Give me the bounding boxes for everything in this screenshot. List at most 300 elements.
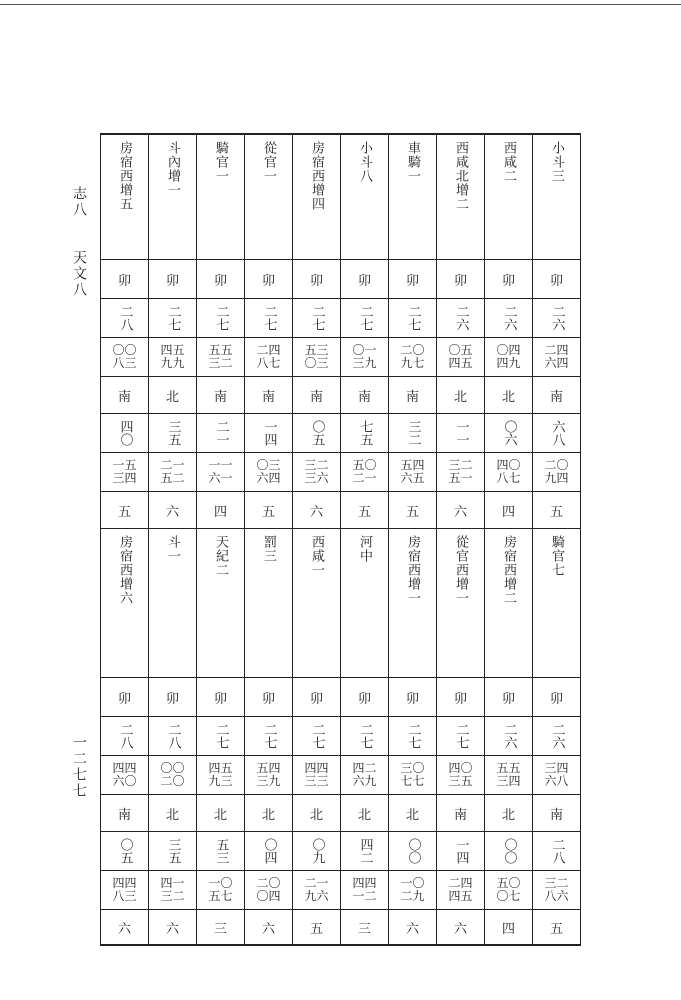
table-cell (341, 871, 389, 910)
value-bottom: 〇七 (496, 889, 521, 903)
table-cell (533, 338, 581, 377)
star-name: 騎官一 (213, 141, 228, 183)
table-cell (293, 756, 341, 795)
table-cell (389, 260, 437, 299)
value-top: 五四 (256, 761, 281, 775)
magnitude-value: 四 (501, 921, 515, 937)
value-bottom: 五一 (448, 471, 473, 485)
table-cell (293, 529, 341, 678)
table-cell (485, 832, 533, 871)
magnitude-value: 三 (357, 921, 371, 937)
value-bottom: 四九 (496, 356, 521, 370)
value-bottom: 六〇 (112, 774, 137, 788)
table-cell (389, 795, 437, 832)
table-cell (437, 756, 485, 795)
table-cell (341, 299, 389, 338)
direction-value: 南 (117, 389, 131, 405)
table-cell (437, 338, 485, 377)
value-pair (101, 453, 148, 491)
table-cell (101, 453, 149, 492)
hour-value: 卯 (501, 273, 515, 289)
table-cell (389, 299, 437, 338)
value-pair (437, 756, 484, 794)
magnitude-value: 六 (165, 921, 179, 937)
value-bottom: 六四 (544, 356, 569, 370)
value-bottom: 九九 (160, 356, 185, 370)
value-pair (149, 338, 196, 376)
table-cell (197, 529, 245, 678)
value-bottom: 八三 (112, 356, 137, 370)
value-top: 一一 (208, 458, 233, 472)
value-top: 二四 (448, 876, 473, 890)
table-cell (245, 910, 293, 946)
table-cell (293, 678, 341, 717)
direction-value: 北 (501, 389, 515, 405)
page-number: 一二七七 (71, 735, 87, 799)
degree-value: 二七 (405, 305, 421, 331)
magnitude-value: 六 (405, 921, 419, 937)
star-name: 斗一 (165, 535, 180, 563)
hour-value: 卯 (549, 691, 563, 707)
hour-value: 卯 (405, 691, 419, 707)
latitude-value: 一四 (453, 838, 469, 864)
direction-value: 南 (357, 389, 371, 405)
degree-value: 二六 (549, 305, 565, 331)
direction-value: 南 (549, 389, 563, 405)
table-cell (293, 717, 341, 756)
table-cell (293, 832, 341, 871)
table-cell (293, 134, 341, 260)
table-cell (437, 492, 485, 529)
magnitude-value: 六 (309, 504, 323, 520)
table-cell (389, 134, 437, 260)
star-name: 西咸一 (309, 535, 324, 577)
value-top: 三四 (544, 761, 569, 775)
table-cell (341, 832, 389, 871)
table-cell (101, 414, 149, 453)
table-cell (533, 260, 581, 299)
latitude-value: 〇五 (117, 838, 133, 864)
direction-value: 北 (165, 807, 179, 823)
value-top: 四四 (304, 761, 329, 775)
hour-value: 卯 (213, 691, 227, 707)
degree-value: 二六 (549, 723, 565, 749)
value-bottom: 九七 (400, 356, 425, 370)
table-cell (389, 377, 437, 414)
table-cell (485, 529, 533, 678)
value-top: 二〇 (256, 876, 281, 890)
value-top: 四二 (352, 761, 377, 775)
table-cell (437, 871, 485, 910)
table-cell (485, 717, 533, 756)
table-row (101, 260, 581, 299)
hour-value: 卯 (453, 273, 467, 289)
value-pair (437, 338, 484, 376)
value-top: 五三 (304, 343, 329, 357)
table-cell (149, 678, 197, 717)
degree-value: 二七 (357, 305, 373, 331)
hour-value: 卯 (165, 691, 179, 707)
table-cell (485, 299, 533, 338)
value-top: 四四 (112, 761, 137, 775)
value-bottom: 六五 (400, 471, 425, 485)
table-cell (197, 910, 245, 946)
table-cell (197, 453, 245, 492)
table-cell (245, 529, 293, 678)
value-bottom: 三九 (352, 356, 377, 370)
table-cell (533, 453, 581, 492)
value-bottom: 八七 (496, 471, 521, 485)
value-top: 一五 (112, 458, 137, 472)
table-cell (389, 910, 437, 946)
value-top: 二四 (544, 343, 569, 357)
latitude-value: 五三 (213, 838, 229, 864)
degree-value: 二七 (357, 723, 373, 749)
table-cell (533, 529, 581, 678)
value-top: 四〇 (496, 458, 521, 472)
table-cell (149, 717, 197, 756)
latitude-value: 四二 (357, 838, 373, 864)
latitude-value: 七五 (357, 420, 373, 446)
direction-value: 南 (117, 807, 131, 823)
table-cell (197, 678, 245, 717)
table-row (101, 529, 581, 678)
table-cell (533, 377, 581, 414)
table-cell (149, 795, 197, 832)
value-top: 三〇 (400, 761, 425, 775)
table-cell (485, 377, 533, 414)
value-bottom: 八六 (544, 889, 569, 903)
direction-value: 南 (261, 389, 275, 405)
latitude-value: 〇九 (309, 838, 325, 864)
table-cell (245, 260, 293, 299)
degree-value: 二六 (501, 305, 517, 331)
direction-value: 南 (309, 389, 323, 405)
value-pair (485, 338, 532, 376)
star-name: 房宿西增一 (405, 535, 420, 605)
value-top: 三二 (304, 458, 329, 472)
table-cell (389, 414, 437, 453)
hour-value: 卯 (549, 273, 563, 289)
table-cell (245, 377, 293, 414)
degree-value: 二六 (453, 305, 469, 331)
degree-value: 二八 (165, 723, 181, 749)
value-bottom: 二一 (352, 471, 377, 485)
degree-value: 二七 (405, 723, 421, 749)
table-cell (197, 338, 245, 377)
value-bottom: 四五 (448, 889, 473, 903)
latitude-value: 四〇 (117, 420, 133, 446)
direction-value: 北 (261, 807, 275, 823)
table-cell (101, 492, 149, 529)
table-cell (437, 414, 485, 453)
star-name: 小斗三 (549, 141, 564, 183)
table-cell (437, 453, 485, 492)
value-bottom: 二九 (400, 889, 425, 903)
value-pair (197, 338, 244, 376)
latitude-value: 二一 (213, 420, 229, 446)
table-row (101, 299, 581, 338)
table-cell (293, 338, 341, 377)
hour-value: 卯 (501, 691, 515, 707)
table-cell (389, 832, 437, 871)
section-label: 天文八 (71, 250, 87, 298)
table-cell (197, 134, 245, 260)
latitude-value: 二八 (549, 838, 565, 864)
table-cell (197, 795, 245, 832)
value-top: 〇〇 (112, 343, 137, 357)
table-cell (245, 678, 293, 717)
value-bottom: 三四 (496, 774, 521, 788)
table-row (101, 492, 581, 529)
magnitude-value: 三 (213, 921, 227, 937)
table-cell (437, 260, 485, 299)
value-top: 三二 (448, 458, 473, 472)
value-top: 五五 (496, 761, 521, 775)
star-name: 西咸北增二 (453, 141, 468, 211)
star-name: 斗內增一 (165, 141, 180, 197)
table-row (101, 832, 581, 871)
table-cell (293, 260, 341, 299)
table-cell (197, 832, 245, 871)
value-bottom: 六九 (352, 774, 377, 788)
value-top: 二〇 (544, 458, 569, 472)
degree-value: 二七 (453, 723, 469, 749)
hour-value: 卯 (213, 273, 227, 289)
table-row (101, 717, 581, 756)
value-bottom: 六四 (256, 471, 281, 485)
table-cell (101, 338, 149, 377)
table-cell (293, 414, 341, 453)
value-pair (485, 453, 532, 491)
star-name: 房宿西增四 (309, 141, 324, 211)
star-name: 西咸二 (501, 141, 516, 183)
value-bottom: 九三 (208, 774, 233, 788)
value-top: 二〇 (400, 343, 425, 357)
table-cell (485, 338, 533, 377)
star-name: 河中 (357, 535, 372, 563)
latitude-value: 〇〇 (501, 838, 517, 864)
table-cell (101, 756, 149, 795)
table-cell (149, 134, 197, 260)
degree-value: 二八 (117, 305, 133, 331)
value-bottom: 四五 (448, 356, 473, 370)
value-pair (533, 871, 580, 909)
value-pair (437, 871, 484, 909)
value-top: 四五 (208, 761, 233, 775)
degree-value: 二八 (117, 723, 133, 749)
value-bottom: 六八 (544, 774, 569, 788)
table-cell (101, 678, 149, 717)
latitude-value: 一四 (261, 420, 277, 446)
value-top: 二一 (160, 458, 185, 472)
table-cell (485, 260, 533, 299)
table-cell (389, 717, 437, 756)
degree-value: 二七 (309, 723, 325, 749)
latitude-value: 一一 (453, 420, 469, 446)
value-top: 〇三 (256, 458, 281, 472)
table-cell (533, 871, 581, 910)
table-cell (293, 795, 341, 832)
star-name: 從官一 (261, 141, 276, 183)
value-bottom: 二〇 (160, 774, 185, 788)
table-cell (341, 338, 389, 377)
table-row (101, 756, 581, 795)
table-cell (485, 414, 533, 453)
table-cell (485, 795, 533, 832)
table-cell (293, 910, 341, 946)
hour-value: 卯 (117, 691, 131, 707)
magnitude-value: 六 (453, 921, 467, 937)
table-cell (245, 492, 293, 529)
value-top: 〇五 (448, 343, 473, 357)
value-pair (197, 453, 244, 491)
star-name: 小斗八 (357, 141, 372, 183)
table-cell (101, 377, 149, 414)
hour-value: 卯 (357, 691, 371, 707)
table-cell (341, 492, 389, 529)
table-cell (533, 832, 581, 871)
table-cell (101, 832, 149, 871)
table-cell (197, 492, 245, 529)
table-row (101, 338, 581, 377)
degree-value: 二七 (261, 723, 277, 749)
direction-value: 南 (405, 389, 419, 405)
hour-value: 卯 (453, 691, 467, 707)
table-cell (437, 910, 485, 946)
value-pair (149, 756, 196, 794)
value-pair (197, 756, 244, 794)
table-cell (101, 529, 149, 678)
table-cell (341, 260, 389, 299)
table-cell (437, 678, 485, 717)
table-cell (101, 795, 149, 832)
table-cell (437, 134, 485, 260)
table-cell (149, 377, 197, 414)
direction-value: 北 (309, 807, 323, 823)
value-pair (533, 338, 580, 376)
table-cell (197, 871, 245, 910)
table-cell (149, 453, 197, 492)
table-cell (437, 832, 485, 871)
table-cell (149, 910, 197, 946)
table-cell (533, 910, 581, 946)
table-cell (149, 260, 197, 299)
value-bottom: 八三 (112, 889, 137, 903)
magnitude-value: 六 (117, 921, 131, 937)
table-cell (485, 756, 533, 795)
value-pair (101, 871, 148, 909)
table-cell (437, 377, 485, 414)
value-pair (101, 338, 148, 376)
value-pair (149, 453, 196, 491)
magnitude-value: 五 (405, 504, 419, 520)
table-cell (533, 795, 581, 832)
latitude-value: 〇五 (309, 420, 325, 446)
latitude-value: 三五 (165, 420, 181, 446)
table-cell (341, 795, 389, 832)
value-top: 五〇 (352, 458, 377, 472)
degree-value: 二六 (501, 723, 517, 749)
value-top: 四〇 (448, 761, 473, 775)
hour-value: 卯 (357, 273, 371, 289)
table-cell (485, 910, 533, 946)
table-cell (437, 529, 485, 678)
table-row (101, 678, 581, 717)
table-row (101, 871, 581, 910)
hour-value: 卯 (405, 273, 419, 289)
magnitude-value: 五 (309, 921, 323, 937)
value-bottom: 五二 (160, 471, 185, 485)
hour-value: 卯 (261, 691, 275, 707)
degree-value: 二七 (261, 305, 277, 331)
table-cell (245, 871, 293, 910)
value-top: 四一 (160, 876, 185, 890)
hour-value: 卯 (309, 691, 323, 707)
table-cell (245, 832, 293, 871)
table-body (101, 134, 581, 945)
table-cell (341, 414, 389, 453)
value-bottom: 三二 (208, 356, 233, 370)
value-pair (293, 338, 340, 376)
table-cell (485, 492, 533, 529)
star-name: 從官西增一 (453, 535, 468, 605)
value-bottom: 五七 (208, 889, 233, 903)
value-bottom: 〇三 (304, 356, 329, 370)
table-cell (293, 453, 341, 492)
magnitude-value: 五 (117, 504, 131, 520)
value-pair (245, 756, 292, 794)
table-cell (485, 134, 533, 260)
table-cell (197, 260, 245, 299)
value-bottom: 三六 (304, 471, 329, 485)
table-cell (389, 529, 437, 678)
magnitude-value: 六 (165, 504, 179, 520)
table-cell (389, 453, 437, 492)
latitude-value: 三五 (165, 838, 181, 864)
table-row (101, 910, 581, 946)
value-bottom: 三五 (448, 774, 473, 788)
star-name: 房宿西增六 (117, 535, 132, 605)
value-bottom: 九四 (544, 471, 569, 485)
value-pair (341, 871, 388, 909)
table-cell (101, 299, 149, 338)
value-pair (341, 453, 388, 491)
degree-value: 二七 (213, 723, 229, 749)
table-cell (149, 832, 197, 871)
table-cell (485, 453, 533, 492)
table-cell (437, 717, 485, 756)
value-top: 五四 (400, 458, 425, 472)
value-pair (293, 756, 340, 794)
degree-value: 二七 (309, 305, 325, 331)
table-cell (341, 910, 389, 946)
degree-value: 二七 (213, 305, 229, 331)
direction-value: 北 (165, 389, 179, 405)
table-cell (245, 717, 293, 756)
table-cell (101, 260, 149, 299)
hour-value: 卯 (261, 273, 275, 289)
star-name: 房宿西增二 (501, 535, 516, 605)
table-row (101, 414, 581, 453)
table-cell (101, 871, 149, 910)
direction-value: 北 (405, 807, 419, 823)
table-cell (293, 299, 341, 338)
value-top: 三二 (544, 876, 569, 890)
table-cell (533, 492, 581, 529)
magnitude-value: 五 (549, 921, 563, 937)
page-top-rule (0, 4, 681, 5)
